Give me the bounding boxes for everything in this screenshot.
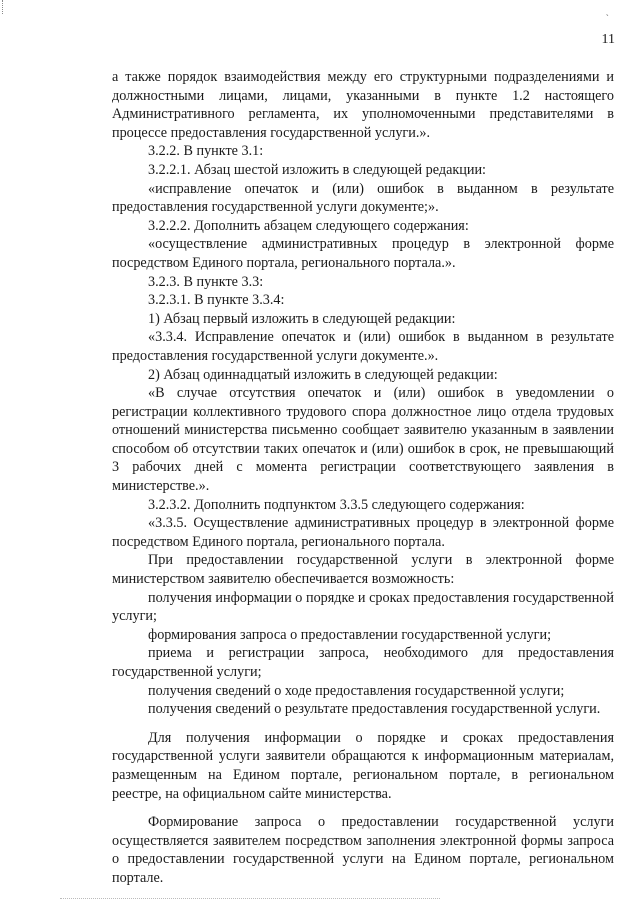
paragraph-info-materials: Для получения информации о порядке и сроках предоставления государственной услуги заявители обращаются к информационным материалам, размещенным на Едином портале, региональном портале, в региональном реестре, на официальном сайте министерства. [112,729,614,802]
scan-edge-mark [2,0,4,14]
paragraph-3-2-3-2: 3.2.3.2. Дополнить подпунктом 3.3.5 следующего содержания: [148,496,525,513]
paragraph-possibilities: При предоставлении государственной услуги в электронной форме министерством заявителю обеспечивается возможность: [112,552,614,588]
paragraph-3-2-3: 3.2.3. В пункте 3.3: [148,273,264,290]
paragraph-3-2-3-1: 3.2.3.1. В пункте 3.3.4: [148,292,285,309]
list-item-progress: получения сведений о ходе предоставления государственной услуги; [148,682,565,699]
paragraph-3-2-2-1: 3.2.2.1. Абзац шестой изложить в следующей редакции: [148,161,486,178]
paragraph-item-2: 2) Абзац одиннадцатый изложить в следующей редакции: [148,366,498,383]
list-item-request: формирования запроса о предоставлении государственной услуги; [148,626,552,643]
paragraph-quote-corrections: «исправление опечаток и (или) ошибок в выданном в результате предоставления государственной услуги документе;». [112,180,614,216]
list-item-result: получения сведений о результате предоставления государственной услуги. [148,701,601,718]
page-number: 11 [601,32,615,47]
paragraph-quote-electronic: «осуществление административных процедур в электронной форме посредством Единого портала, регионального портала.». [112,236,614,271]
list-item-info: получения информации о порядке и сроках предоставления государственной услуги; [112,589,614,625]
paragraph-item-1: 1) Абзац первый изложить в следующей редакции: [148,310,456,327]
paragraph-request-formation: Формирование запроса о предоставлении государственной услуги осуществляется заявителем посредством заполнения электронной формы запроса о предоставлении государственной услуги на Едином портале, региональном портале. [112,814,614,886]
paragraph-quote-absence: «В случае отсутствия опечаток и (или) ошибок в уведомлении о регистрации коллективного трудового спора должностное лицо отдела трудовых отношений министерства письменно сообщает заявителю указанным в заявлении способом об отсутствии таких опечаток и (или) ошибок в срок, не превышающий 3 рабочих дней с момента регистрации соответствующего заявления в министерстве.». [112,385,614,495]
paragraph-3-2-2-2: 3.2.2.2. Дополнить абзацем следующего содержания: [148,217,469,234]
paragraph-continuation: а также порядок взаимодействия между его структурными подразделениями и должностными лицами, лицами, указанными в пункте 1.2 настоящего Административного регламента, их уполномоченными представителями в процессе предоставления государственной услуги.». [112,69,614,141]
scan-bottom-noise [60,897,440,899]
document-body [112,68,614,888]
paragraph-quote-3-3-4: «3.3.4. Исправление опечаток и (или) ошибок в выданном в результате предоставления государственной услуги документе.». [112,329,614,364]
paragraph-3-2-2: 3.2.2. В пункте 3.1: [148,143,264,160]
list-item-registration: приема и регистрации запроса, необходимого для предоставления государственной услуги; [112,645,614,680]
corner-mark: ` [605,14,609,25]
paragraph-quote-3-3-5: «3.3.5. Осуществление административных процедур в электронной форме посредством Единого портала, регионального портала. [112,515,614,550]
